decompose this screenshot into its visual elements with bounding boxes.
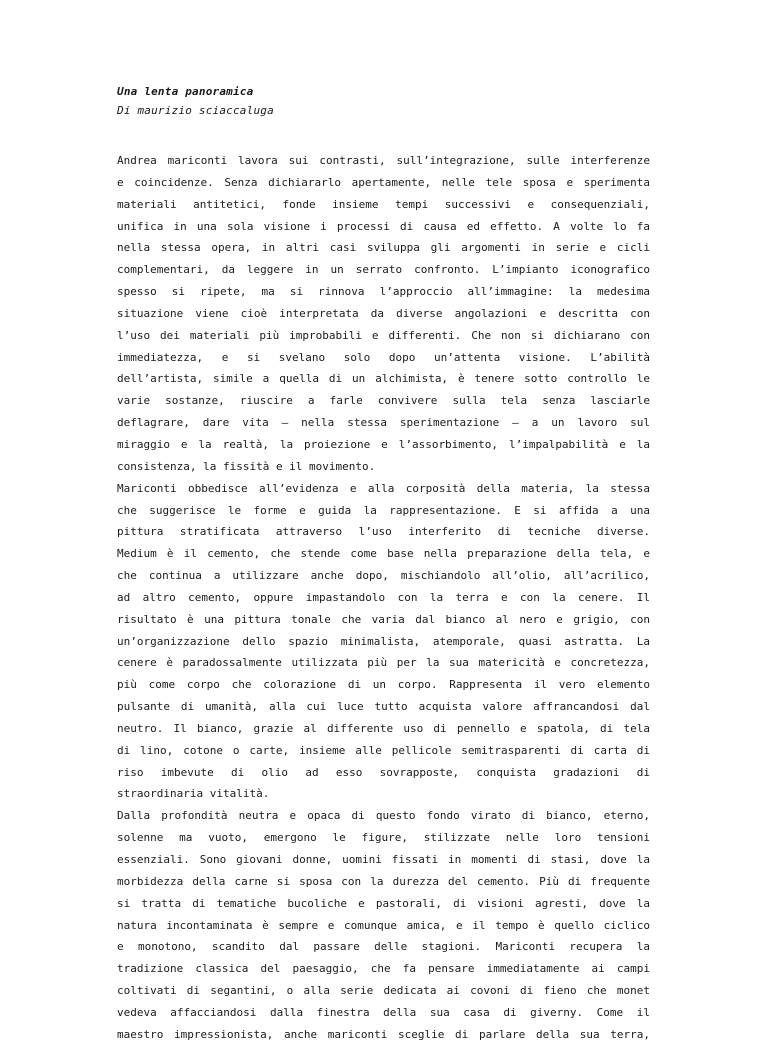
text-line: di lino, cotone o carte, insieme alle pellicole semitrasparenti di carta di bbox=[117, 743, 650, 757]
text-line: e coincidenze. Senza dichiararlo apertamente, nelle tele sposa e sperimenta bbox=[117, 175, 650, 189]
text-line: che suggerisce le forme e guida la rappresentazione. E si affida a una bbox=[117, 503, 650, 517]
text-line: spesso si ripete, ma si rinnova l’approccio all’immagine: la medesima bbox=[117, 285, 650, 299]
text-line: natura incontaminata è sempre e comunque amica, e il tempo è quello ciclico bbox=[117, 918, 650, 932]
text-line: risultato è una pittura tonale che varia dal bianco al nero e grigio, con bbox=[117, 612, 650, 626]
text-line: neutro. Il bianco, grazie al differente uso di pennello e spatola, di tela bbox=[117, 721, 650, 735]
text-line: vedeva affacciandosi dalla finestra della sua casa di giverny. Come il bbox=[117, 1005, 650, 1019]
text-line: un’organizzazione dello spazio minimalista, atemporale, quasi astratta. La bbox=[117, 634, 650, 648]
text-line: essenziali. Sono giovani donne, uomini fissati in momenti di stasi, dove la bbox=[117, 853, 650, 866]
article-title: Una lenta panoramica bbox=[117, 85, 254, 98]
text-line: che continua a utilizzare anche dopo, mischiandolo all’olio, all’acrilico, bbox=[117, 569, 650, 583]
text-line: si tratta di tematiche bucoliche e pastorali, di visioni agresti, dove la bbox=[117, 896, 650, 910]
text-line: varie sostanze, riuscire a farle convivere sulla tela senza lasciarle bbox=[117, 394, 650, 408]
text-line: maestro impressionista, anche mariconti sceglie di parlare della sua terra, bbox=[117, 1027, 650, 1041]
text-line: Andrea mariconti lavora sui contrasti, sull’integrazione, sulle interferenze bbox=[117, 154, 650, 167]
text-line: pulsante di umanità, alla cui luce tutto acquista valore affrancandosi dal bbox=[117, 700, 650, 714]
text-line: Mariconti obbedisce all’evidenza e alla corposità della materia, la stessa bbox=[117, 481, 650, 495]
text-line: Medium è il cemento, che stende come base nella preparazione della tela, e bbox=[117, 547, 650, 561]
text-line: più come corpo che colorazione di un corpo. Rappresenta il vero elemento bbox=[117, 678, 650, 692]
text-line: miraggio e la realtà, la proiezione e l’assorbimento, l’impalpabilità e la bbox=[117, 437, 650, 451]
text-line: e monotono, scandito dal passare delle stagioni. Mariconti recupera la bbox=[117, 940, 650, 954]
text-line: dell’artista, simile a quella di un alchimista, è tenere sotto controllo le bbox=[117, 372, 650, 386]
text-line: nella stessa opera, in altri casi sviluppa gli argomenti in serie e cicli bbox=[117, 241, 650, 255]
text-line: tradizione classica del paesaggio, che fa pensare immediatamente ai campi bbox=[117, 962, 650, 976]
text-line: ad altro cemento, oppure impastandolo con la terra e con la cenere. Il bbox=[117, 590, 650, 604]
text-line: immediatezza, e si svelano solo dopo un’attenta visione. L’abilità bbox=[117, 350, 650, 364]
text-line: materiali antitetici, fonde insieme tempi successivi e consequenziali, bbox=[117, 197, 650, 211]
article-author: Di maurizio sciaccaluga bbox=[117, 104, 274, 117]
text-line: morbidezza della carne si sposa con la durezza del cemento. Più di frequente bbox=[117, 874, 650, 888]
text-line: straordinaria vitalità. bbox=[117, 787, 270, 801]
text-line: cenere è paradossalmente utilizzata più per la sua matericità e concretezza, bbox=[117, 656, 650, 670]
article-body bbox=[117, 150, 650, 1046]
text-line: Dalla profondità neutra e opaca di questo fondo virato di bianco, eterno, bbox=[117, 809, 650, 823]
text-line: situazione viene cioè interpretata da diverse angolazioni e descritta con bbox=[117, 306, 650, 320]
text-line: complementari, da leggere in un serrato confronto. L’impianto iconografico bbox=[117, 263, 650, 277]
text-line: pittura stratificata attraverso l’uso interferito di tecniche diverse. bbox=[117, 525, 650, 539]
text-line: coltivati di segantini, o alla serie dedicata ai covoni di fieno che monet bbox=[117, 984, 650, 998]
text-line: l’uso dei materiali più improbabili e differenti. Che non si dichiarano con bbox=[117, 328, 650, 342]
text-line: unifica in una sola visione i processi di causa ed effetto. A volte lo fa bbox=[117, 219, 650, 233]
text-line: solenne ma vuoto, emergono le figure, stilizzate nelle loro tensioni bbox=[117, 831, 650, 845]
text-line: consistenza, la fissità e il movimento. bbox=[117, 459, 376, 473]
text-line: riso imbevute di olio ad esso sovrapposte, conquista gradazioni di bbox=[117, 765, 650, 779]
text-line: deflagrare, dare vita – nella stessa sperimentazione – a un lavoro sul bbox=[117, 416, 650, 430]
